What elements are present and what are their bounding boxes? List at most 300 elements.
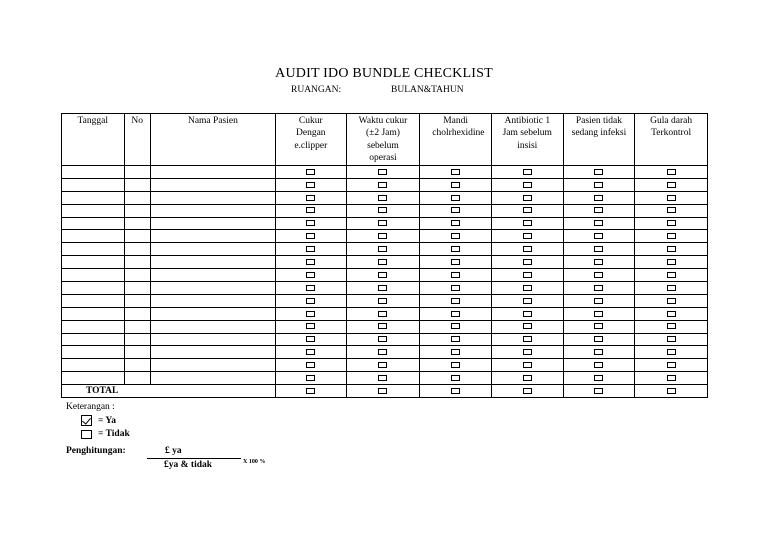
checkbox-cell bbox=[420, 307, 492, 320]
checkbox-cell bbox=[420, 204, 492, 217]
nama-pasien-cell[interactable] bbox=[150, 320, 275, 333]
checkbox-cell bbox=[635, 256, 708, 269]
table-row bbox=[62, 204, 708, 217]
checkbox[interactable] bbox=[594, 323, 603, 329]
checkbox-cell bbox=[275, 256, 346, 269]
checkbox-cell bbox=[563, 166, 635, 179]
checkbox[interactable] bbox=[378, 233, 387, 239]
checkbox-cell bbox=[635, 307, 708, 320]
checkbox-cell bbox=[635, 385, 708, 398]
header-waktu-cukur-text: Waktu cukur (±2 Jam) sebelum operasi bbox=[358, 116, 408, 163]
checkbox[interactable] bbox=[378, 311, 387, 317]
checkbox-cell bbox=[420, 217, 492, 230]
header-antibiotic bbox=[491, 114, 563, 166]
table-row bbox=[62, 320, 708, 333]
checkbox[interactable] bbox=[594, 362, 603, 368]
checkbox[interactable] bbox=[523, 388, 532, 394]
nama-pasien-cell[interactable] bbox=[150, 166, 275, 179]
nama-pasien-cell[interactable] bbox=[150, 230, 275, 243]
checkbox[interactable] bbox=[451, 182, 460, 188]
no-cell[interactable] bbox=[124, 282, 150, 295]
checkbox[interactable] bbox=[306, 323, 315, 329]
checkbox-cell bbox=[346, 230, 420, 243]
checkbox[interactable] bbox=[523, 362, 532, 368]
checkbox[interactable] bbox=[594, 285, 603, 291]
no-cell[interactable] bbox=[124, 217, 150, 230]
checkbox-cell bbox=[635, 204, 708, 217]
checkbox-cell bbox=[346, 282, 420, 295]
legend-tidak bbox=[81, 429, 130, 439]
checkbox-cell bbox=[491, 333, 563, 346]
no-cell[interactable] bbox=[124, 307, 150, 320]
checkbox[interactable] bbox=[451, 323, 460, 329]
checkbox[interactable] bbox=[667, 246, 676, 252]
header-mandi-cholrhexidine bbox=[420, 114, 492, 166]
checkbox[interactable] bbox=[306, 207, 315, 213]
checkbox-cell bbox=[563, 256, 635, 269]
checkbox[interactable] bbox=[594, 169, 603, 175]
nama-pasien-cell[interactable] bbox=[150, 282, 275, 295]
checkbox-cell bbox=[491, 320, 563, 333]
checkbox[interactable] bbox=[306, 311, 315, 317]
checkbox[interactable] bbox=[667, 195, 676, 201]
checkbox-cell bbox=[275, 282, 346, 295]
checkbox[interactable] bbox=[306, 349, 315, 355]
checkbox[interactable] bbox=[306, 375, 315, 381]
checkbox[interactable] bbox=[451, 233, 460, 239]
tanggal-cell[interactable] bbox=[62, 243, 125, 256]
checkbox[interactable] bbox=[667, 233, 676, 239]
nama-pasien-cell[interactable] bbox=[150, 178, 275, 191]
checkbox[interactable] bbox=[451, 246, 460, 252]
checkbox-cell bbox=[635, 320, 708, 333]
checkbox-cell bbox=[275, 385, 346, 398]
calculation-numerator: £ ya bbox=[165, 446, 182, 456]
checkbox-cell bbox=[635, 217, 708, 230]
checkbox[interactable] bbox=[378, 220, 387, 226]
checkbox-cell bbox=[420, 333, 492, 346]
header-pasien-tidak-infeksi bbox=[563, 114, 635, 166]
checkbox-cell bbox=[491, 294, 563, 307]
checkbox[interactable] bbox=[306, 220, 315, 226]
checkbox[interactable] bbox=[667, 349, 676, 355]
no-cell[interactable] bbox=[124, 359, 150, 372]
nama-pasien-cell[interactable] bbox=[150, 269, 275, 282]
checkbox-cell bbox=[563, 204, 635, 217]
no-cell[interactable] bbox=[124, 256, 150, 269]
checkbox-cell bbox=[275, 372, 346, 385]
checkbox[interactable] bbox=[378, 285, 387, 291]
tanggal-cell[interactable] bbox=[62, 294, 125, 307]
no-cell[interactable] bbox=[124, 178, 150, 191]
no-cell[interactable] bbox=[124, 230, 150, 243]
checkbox[interactable] bbox=[667, 388, 676, 394]
no-cell[interactable] bbox=[124, 243, 150, 256]
checkbox-cell bbox=[635, 178, 708, 191]
checkbox[interactable] bbox=[378, 169, 387, 175]
checkbox-cell bbox=[346, 269, 420, 282]
checkbox[interactable] bbox=[523, 349, 532, 355]
checkbox-cell bbox=[491, 217, 563, 230]
checkbox[interactable] bbox=[378, 195, 387, 201]
table-row bbox=[62, 333, 708, 346]
checkbox-cell bbox=[275, 243, 346, 256]
checkbox-cell bbox=[420, 243, 492, 256]
checkbox[interactable] bbox=[378, 349, 387, 355]
nama-pasien-cell[interactable] bbox=[150, 191, 275, 204]
checkbox[interactable] bbox=[523, 182, 532, 188]
checkbox[interactable] bbox=[451, 362, 460, 368]
checkbox-cell bbox=[635, 191, 708, 204]
checkbox[interactable] bbox=[306, 259, 315, 265]
table-row bbox=[62, 256, 708, 269]
checkbox-cell bbox=[275, 178, 346, 191]
checkbox[interactable] bbox=[523, 233, 532, 239]
checkbox[interactable] bbox=[667, 375, 676, 381]
checkbox-cell bbox=[563, 217, 635, 230]
no-cell[interactable] bbox=[124, 166, 150, 179]
checkbox[interactable] bbox=[594, 246, 603, 252]
checkbox-cell bbox=[346, 256, 420, 269]
checkbox-cell bbox=[635, 346, 708, 359]
checkbox[interactable] bbox=[667, 272, 676, 278]
checkbox[interactable] bbox=[523, 195, 532, 201]
table-body bbox=[62, 166, 708, 398]
checkbox-cell bbox=[635, 294, 708, 307]
checkbox-cell bbox=[563, 320, 635, 333]
checkbox-cell bbox=[346, 243, 420, 256]
checkbox[interactable] bbox=[378, 272, 387, 278]
checkbox-cell bbox=[420, 256, 492, 269]
checkbox[interactable] bbox=[667, 169, 676, 175]
header-tanggal: Tanggal bbox=[62, 114, 125, 166]
table-row bbox=[62, 191, 708, 204]
checkbox-cell bbox=[563, 307, 635, 320]
total-row bbox=[62, 385, 708, 398]
total-label: TOTAL bbox=[62, 385, 276, 398]
checkbox-cell bbox=[491, 359, 563, 372]
checkbox-cell bbox=[420, 372, 492, 385]
checkbox-cell bbox=[275, 230, 346, 243]
fraction-line bbox=[147, 458, 241, 459]
checkbox-cell bbox=[420, 166, 492, 179]
tanggal-cell[interactable] bbox=[62, 204, 125, 217]
header-nama-pasien: Nama Pasien bbox=[150, 114, 275, 166]
header-gula-darah bbox=[635, 114, 708, 166]
checkbox-cell bbox=[563, 346, 635, 359]
checkbox-cell bbox=[491, 307, 563, 320]
checkbox[interactable] bbox=[667, 182, 676, 188]
checkbox[interactable] bbox=[451, 375, 460, 381]
checkbox-cell bbox=[491, 385, 563, 398]
checkbox[interactable] bbox=[594, 259, 603, 265]
tanggal-cell[interactable] bbox=[62, 333, 125, 346]
checkbox-cell bbox=[563, 243, 635, 256]
tanggal-cell[interactable] bbox=[62, 191, 125, 204]
checkbox[interactable] bbox=[523, 336, 532, 342]
header-no: No bbox=[124, 114, 150, 166]
tanggal-cell[interactable] bbox=[62, 359, 125, 372]
tanggal-cell[interactable] bbox=[62, 307, 125, 320]
no-cell[interactable] bbox=[124, 333, 150, 346]
checkbox[interactable] bbox=[451, 388, 460, 394]
checked-box-icon bbox=[81, 415, 92, 426]
checkbox-cell bbox=[635, 269, 708, 282]
empty-box-icon bbox=[81, 430, 92, 439]
checkbox[interactable] bbox=[523, 323, 532, 329]
tanggal-cell[interactable] bbox=[62, 282, 125, 295]
checkbox-cell bbox=[420, 346, 492, 359]
checkbox[interactable] bbox=[378, 323, 387, 329]
nama-pasien-cell[interactable] bbox=[150, 333, 275, 346]
checkbox[interactable] bbox=[594, 182, 603, 188]
checkbox[interactable] bbox=[667, 362, 676, 368]
checkbox[interactable] bbox=[667, 298, 676, 304]
checkbox[interactable] bbox=[451, 349, 460, 355]
table-header-row bbox=[62, 114, 708, 166]
checkbox-cell bbox=[346, 191, 420, 204]
checkbox-cell bbox=[420, 269, 492, 282]
checkbox-cell bbox=[635, 230, 708, 243]
no-cell[interactable] bbox=[124, 346, 150, 359]
checkbox[interactable] bbox=[523, 375, 532, 381]
checkbox[interactable] bbox=[451, 272, 460, 278]
tanggal-cell[interactable] bbox=[62, 269, 125, 282]
checkbox[interactable] bbox=[306, 336, 315, 342]
header-cukur-eclipper bbox=[275, 114, 346, 166]
table-row bbox=[62, 346, 708, 359]
checkbox-cell bbox=[420, 320, 492, 333]
table-row bbox=[62, 243, 708, 256]
checkbox-cell bbox=[635, 282, 708, 295]
checkbox[interactable] bbox=[378, 259, 387, 265]
calculation-label: Penghitungan: bbox=[66, 446, 126, 456]
checkbox-cell bbox=[346, 372, 420, 385]
checkbox-cell bbox=[635, 333, 708, 346]
checkbox[interactable] bbox=[451, 285, 460, 291]
tanggal-cell[interactable] bbox=[62, 372, 125, 385]
tanggal-cell[interactable] bbox=[62, 320, 125, 333]
tanggal-cell[interactable] bbox=[62, 256, 125, 269]
checkbox-cell bbox=[346, 217, 420, 230]
nama-pasien-cell[interactable] bbox=[150, 346, 275, 359]
checkbox[interactable] bbox=[523, 272, 532, 278]
checkbox-cell bbox=[275, 191, 346, 204]
checkbox[interactable] bbox=[306, 298, 315, 304]
table-row bbox=[62, 294, 708, 307]
checkbox[interactable] bbox=[451, 311, 460, 317]
checkbox-cell bbox=[275, 359, 346, 372]
checkbox[interactable] bbox=[451, 298, 460, 304]
nama-pasien-cell[interactable] bbox=[150, 217, 275, 230]
checkbox-cell bbox=[491, 346, 563, 359]
checkbox[interactable] bbox=[667, 259, 676, 265]
checkbox[interactable] bbox=[306, 285, 315, 291]
nama-pasien-cell[interactable] bbox=[150, 307, 275, 320]
nama-pasien-cell[interactable] bbox=[150, 359, 275, 372]
tanggal-cell[interactable] bbox=[62, 230, 125, 243]
tanggal-cell[interactable] bbox=[62, 346, 125, 359]
checkbox[interactable] bbox=[667, 285, 676, 291]
table-row bbox=[62, 230, 708, 243]
checkbox-cell bbox=[491, 166, 563, 179]
checkbox[interactable] bbox=[306, 362, 315, 368]
checkbox[interactable] bbox=[667, 207, 676, 213]
legend-ya-text: = Ya bbox=[98, 415, 116, 426]
checkbox-cell bbox=[346, 346, 420, 359]
checkbox[interactable] bbox=[306, 169, 315, 175]
checkbox[interactable] bbox=[523, 259, 532, 265]
checkbox-cell bbox=[563, 191, 635, 204]
checkbox-cell bbox=[491, 178, 563, 191]
checkbox-cell bbox=[563, 230, 635, 243]
checkbox[interactable] bbox=[594, 207, 603, 213]
ruangan-label: RUANGAN: bbox=[291, 85, 342, 95]
checkbox[interactable] bbox=[667, 220, 676, 226]
checkbox-cell bbox=[491, 269, 563, 282]
checkbox[interactable] bbox=[523, 285, 532, 291]
checkbox-cell bbox=[563, 282, 635, 295]
checkbox-cell bbox=[346, 307, 420, 320]
no-cell[interactable] bbox=[124, 191, 150, 204]
table-row bbox=[62, 166, 708, 179]
checkbox[interactable] bbox=[451, 195, 460, 201]
header-antibiotic-text: Antibiotic 1 Jam sebelum insisi bbox=[502, 116, 552, 151]
checkbox[interactable] bbox=[594, 195, 603, 201]
header-gula-darah-text: Gula darah Terkontrol bbox=[650, 116, 693, 139]
table-row bbox=[62, 359, 708, 372]
nama-pasien-cell[interactable] bbox=[150, 243, 275, 256]
checkbox-cell bbox=[491, 256, 563, 269]
nama-pasien-cell[interactable] bbox=[150, 256, 275, 269]
checkbox-cell bbox=[635, 372, 708, 385]
checkbox[interactable] bbox=[451, 336, 460, 342]
checkbox[interactable] bbox=[594, 233, 603, 239]
checkbox-cell bbox=[635, 166, 708, 179]
nama-pasien-cell[interactable] bbox=[150, 204, 275, 217]
checkbox-cell bbox=[420, 385, 492, 398]
header-waktu-cukur bbox=[346, 114, 420, 166]
checkbox[interactable] bbox=[667, 323, 676, 329]
checkbox[interactable] bbox=[523, 246, 532, 252]
checkbox[interactable] bbox=[667, 311, 676, 317]
checkbox[interactable] bbox=[378, 298, 387, 304]
calculation-multiplier: X 100 % bbox=[243, 459, 266, 465]
checkbox-cell bbox=[563, 333, 635, 346]
checkbox[interactable] bbox=[378, 207, 387, 213]
checkbox[interactable] bbox=[523, 207, 532, 213]
no-cell[interactable] bbox=[124, 269, 150, 282]
no-cell[interactable] bbox=[124, 372, 150, 385]
checkbox-cell bbox=[275, 166, 346, 179]
checkbox-cell bbox=[275, 269, 346, 282]
checkbox-cell bbox=[420, 359, 492, 372]
tanggal-cell[interactable] bbox=[62, 178, 125, 191]
no-cell[interactable] bbox=[124, 204, 150, 217]
checkbox[interactable] bbox=[594, 336, 603, 342]
checkbox[interactable] bbox=[594, 311, 603, 317]
checkbox-cell bbox=[346, 178, 420, 191]
checkbox[interactable] bbox=[378, 388, 387, 394]
checkbox-cell bbox=[275, 294, 346, 307]
checkbox[interactable] bbox=[594, 298, 603, 304]
checkbox[interactable] bbox=[306, 233, 315, 239]
checkbox-cell bbox=[635, 359, 708, 372]
audit-checklist-table bbox=[61, 113, 708, 398]
checkbox-cell bbox=[275, 307, 346, 320]
checkbox[interactable] bbox=[306, 195, 315, 201]
checkbox[interactable] bbox=[306, 272, 315, 278]
checkbox-cell bbox=[491, 243, 563, 256]
checkbox-cell bbox=[420, 191, 492, 204]
checkbox-cell bbox=[275, 320, 346, 333]
table-row bbox=[62, 217, 708, 230]
nama-pasien-cell[interactable] bbox=[150, 372, 275, 385]
checkbox[interactable] bbox=[451, 220, 460, 226]
checkbox[interactable] bbox=[451, 169, 460, 175]
checkbox[interactable] bbox=[378, 246, 387, 252]
checkbox-cell bbox=[635, 243, 708, 256]
checkbox[interactable] bbox=[594, 272, 603, 278]
checkbox[interactable] bbox=[378, 362, 387, 368]
header-cukur-eclipper-text: Cukur Dengan e.clipper bbox=[294, 116, 328, 151]
checkbox[interactable] bbox=[523, 169, 532, 175]
table-row bbox=[62, 307, 708, 320]
bulan-tahun-label: BULAN&TAHUN bbox=[391, 85, 464, 95]
checkbox[interactable] bbox=[451, 207, 460, 213]
no-cell[interactable] bbox=[124, 294, 150, 307]
checkbox[interactable] bbox=[594, 349, 603, 355]
table-row bbox=[62, 372, 708, 385]
header-pasien-tidak-infeksi-text: Pasien tidak sedang infeksi bbox=[571, 116, 627, 139]
checkbox-cell bbox=[420, 178, 492, 191]
table-row bbox=[62, 282, 708, 295]
checkbox[interactable] bbox=[523, 298, 532, 304]
checkbox[interactable] bbox=[306, 182, 315, 188]
checkbox-cell bbox=[420, 230, 492, 243]
table-row bbox=[62, 269, 708, 282]
checkbox[interactable] bbox=[306, 388, 315, 394]
checkbox-cell bbox=[491, 191, 563, 204]
checkbox[interactable] bbox=[378, 182, 387, 188]
checkbox[interactable] bbox=[378, 336, 387, 342]
checkbox-cell bbox=[346, 204, 420, 217]
checkbox[interactable] bbox=[523, 220, 532, 226]
checkbox-cell bbox=[346, 385, 420, 398]
legend-heading: Keterangan : bbox=[66, 402, 115, 412]
checkbox-cell bbox=[275, 346, 346, 359]
checkbox-cell bbox=[563, 269, 635, 282]
no-cell[interactable] bbox=[124, 320, 150, 333]
nama-pasien-cell[interactable] bbox=[150, 294, 275, 307]
tanggal-cell[interactable] bbox=[62, 166, 125, 179]
checkbox[interactable] bbox=[594, 220, 603, 226]
checkbox[interactable] bbox=[594, 375, 603, 381]
table-row bbox=[62, 178, 708, 191]
checkbox[interactable] bbox=[594, 388, 603, 394]
tanggal-cell[interactable] bbox=[62, 217, 125, 230]
legend-ya bbox=[81, 415, 116, 426]
checkbox[interactable] bbox=[451, 259, 460, 265]
checkbox-cell bbox=[491, 372, 563, 385]
checkbox-cell bbox=[275, 204, 346, 217]
document-title: AUDIT IDO BUNDLE CHECKLIST bbox=[275, 66, 493, 81]
checkbox[interactable] bbox=[306, 246, 315, 252]
checkbox[interactable] bbox=[378, 375, 387, 381]
checkbox[interactable] bbox=[523, 311, 532, 317]
checkbox[interactable] bbox=[667, 336, 676, 342]
checkbox-cell bbox=[491, 204, 563, 217]
